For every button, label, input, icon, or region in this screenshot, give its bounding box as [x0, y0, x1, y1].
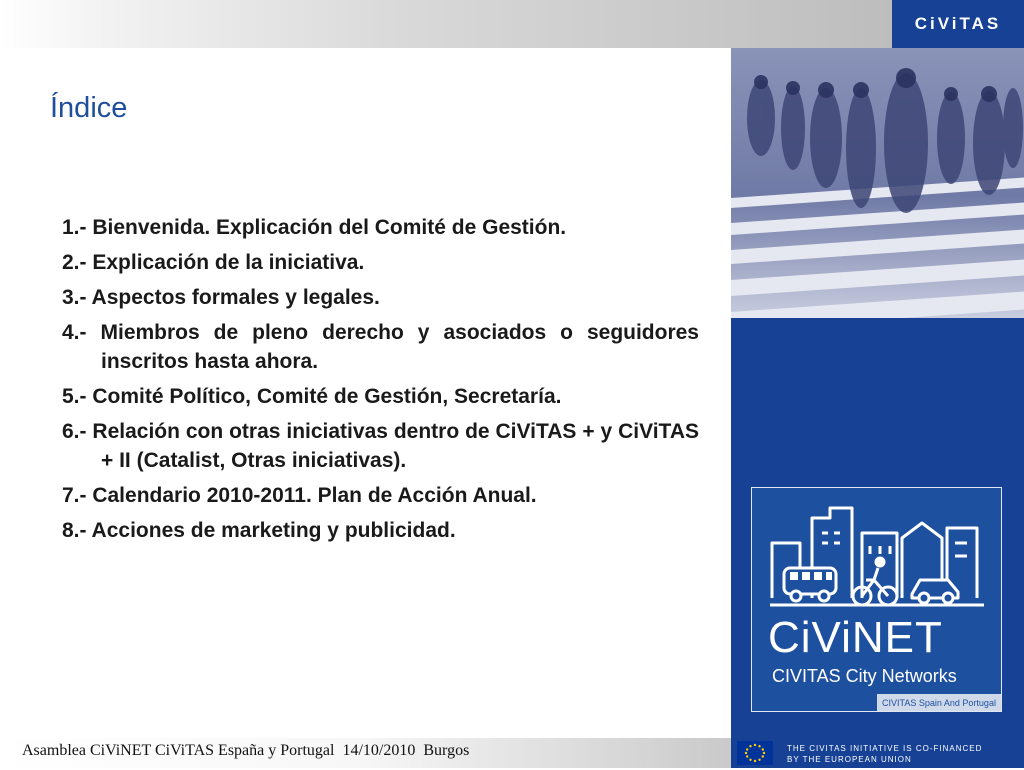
index-item: 3.- Aspectos formales y legales.: [62, 286, 380, 309]
index-item: 6.- Relación con otras iniciativas dentro de CiViTAS + y CiViTAS + II (Catalist, Otras iniciativas).: [62, 420, 699, 472]
index-item: 2.- Explicación de la iniciativa.: [62, 251, 365, 274]
civitas-brand-logo: [892, 0, 1024, 48]
eu-cofinanced-banner: [731, 738, 1024, 768]
index-item: 7.- Calendario 2010-2011. Plan de Acción Anual.: [62, 484, 537, 507]
pedestrians-crossing-image: [731, 48, 1024, 318]
city-skyline-icon: [752, 488, 1001, 613]
civitas-city-networks-label: CIVITAS City Networks: [772, 666, 957, 686]
top-header-bar: [0, 0, 892, 48]
footer-caption: Asamblea CiViNET CiViTAS España y Portugal 14/10/2010 Burgos: [22, 742, 470, 759]
brand-label: CiViTAS: [914, 14, 1002, 33]
eu-cofinanced-text: [787, 743, 982, 765]
index-list: [62, 213, 699, 551]
civinet-logo-card: [751, 487, 1002, 712]
slide-title: Índice: [50, 92, 128, 124]
civinet-logo-text: CiViNET: [768, 613, 943, 662]
eu-text-line-1: THE CIVITAS INITIATIVE IS CO-FINANCED: [787, 744, 983, 753]
index-item: 4.- Miembros de pleno derecho y asociados o seguidores inscritos hasta ahora.: [62, 321, 699, 373]
eu-flag-icon: [737, 741, 773, 765]
index-item: 8.- Acciones de marketing y publicidad.: [62, 519, 456, 542]
index-item: 1.- Bienvenida. Explicación del Comité de Gestión.: [62, 216, 567, 239]
pedestrians-photo: [731, 48, 1024, 318]
index-item: 5.- Comité Político, Comité de Gestión, Secretaría.: [62, 385, 562, 408]
eu-text-line-2: BY THE EUROPEAN UNION: [787, 755, 912, 764]
civitas-spain-portugal-label: CIVITAS Spain And Portugal: [877, 694, 1001, 711]
